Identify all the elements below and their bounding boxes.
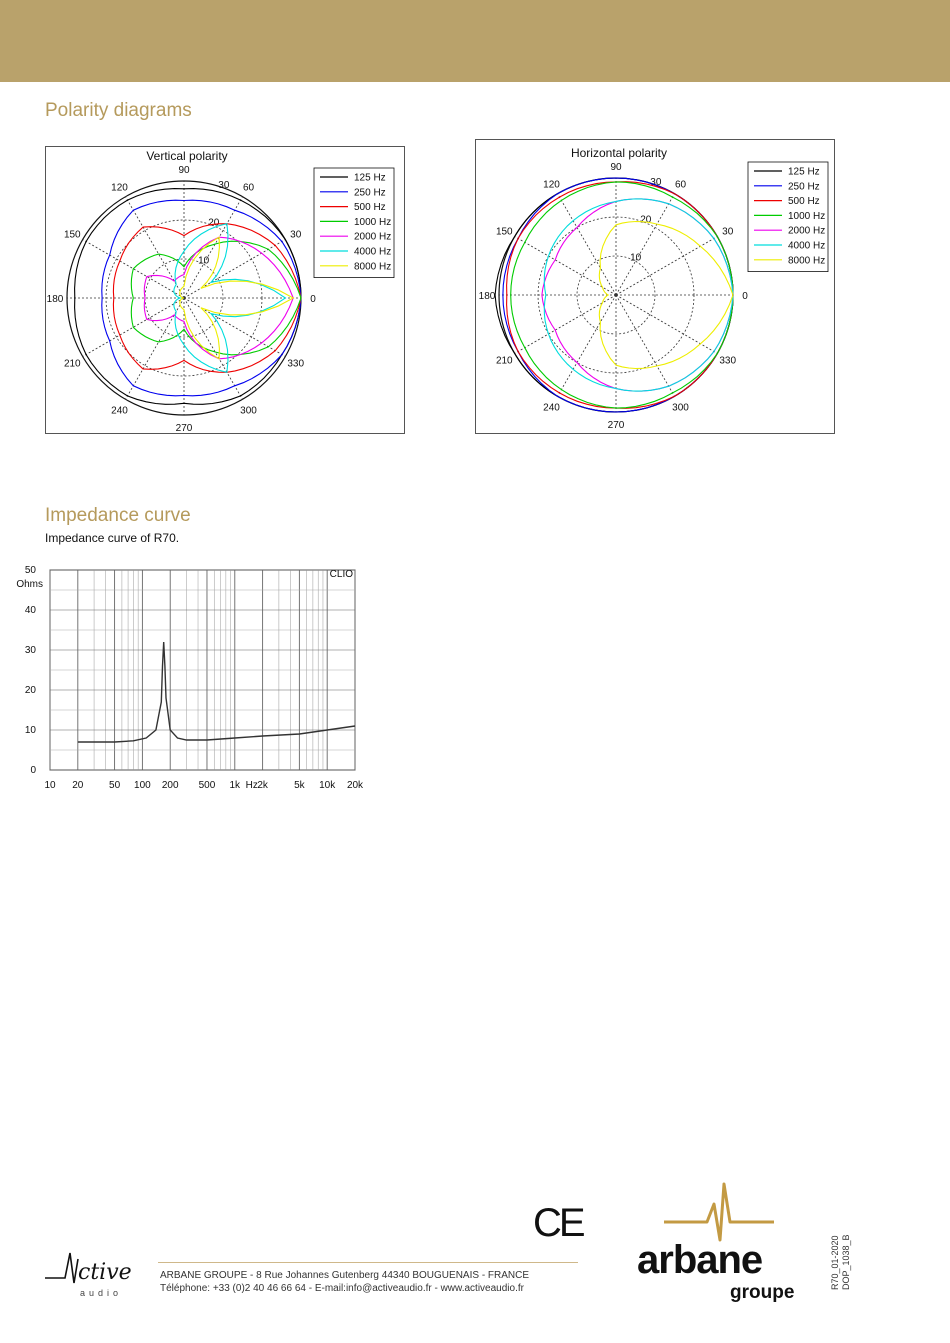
impedance-chart	[14, 560, 364, 800]
impedance-x-tick: 5k	[294, 780, 305, 791]
impedance-y-tick: 0	[30, 765, 36, 776]
impedance-x-unit: Hz	[245, 780, 258, 791]
polar-radial-label: 30	[218, 179, 230, 191]
impedance-y-tick: 20	[24, 685, 36, 696]
polar-radial-label: 30	[650, 176, 662, 188]
polar-series-125hz	[75, 189, 301, 405]
polar-spoke	[184, 298, 243, 399]
impedance-section-title: Impedance curve	[45, 505, 191, 526]
legend-label: 500 Hz	[788, 196, 820, 208]
polar-radial-label: 20	[640, 214, 652, 226]
polar-angle-label: 330	[719, 355, 737, 367]
impedance-x-tick: 20	[72, 780, 84, 791]
polar-angle-label: 30	[722, 226, 734, 238]
arbane-logo-sub: groupe	[730, 1282, 795, 1303]
polar-angle-label: 270	[607, 420, 625, 431]
polar-angle-label: 240	[111, 405, 128, 417]
polar-spoke	[558, 194, 617, 295]
polar-angle-label: 30	[290, 229, 302, 241]
polar-spoke	[616, 237, 717, 296]
polar-angle-label: 150	[63, 229, 81, 241]
active-logo-sub: audio	[80, 1288, 123, 1298]
polar-angle-label: 180	[46, 294, 64, 305]
legend-label: 1000 Hz	[354, 216, 392, 228]
polar-angle-label: 180	[478, 291, 496, 302]
polar-angle-label: 300	[240, 405, 257, 417]
legend-label: 1000 Hz	[788, 210, 826, 222]
impedance-brand: CLIO	[329, 569, 353, 580]
polar-angle-label: 120	[543, 179, 560, 191]
polar-angle-label: 90	[610, 162, 622, 173]
legend-label: 500 Hz	[354, 202, 386, 214]
impedance-x-tick: 10k	[319, 780, 336, 791]
impedance-y-tick: 30	[24, 645, 36, 656]
impedance-y-tick: 40	[24, 605, 36, 616]
polar-spoke	[126, 197, 185, 298]
horizontal-polar-frame	[475, 139, 835, 434]
impedance-x-tick: 200	[161, 780, 179, 791]
svg-text:ctive: ctive	[78, 1260, 132, 1285]
document-reference	[830, 1234, 852, 1290]
polar-spoke	[616, 295, 717, 354]
legend-label: 125 Hz	[788, 166, 820, 178]
polar-angle-label: 210	[495, 355, 513, 367]
polar-angle-label: 330	[287, 358, 305, 370]
polar-angle-label: 300	[672, 402, 689, 414]
impedance-x-tick: 500	[198, 780, 216, 791]
impedance-x-tick: 2k	[257, 780, 268, 791]
footer-address: ARBANE GROUPE - 8 Rue Johannes Gutenberg 44340 BOUGUENAIS - FRANCE	[160, 1270, 530, 1281]
legend-label: 8000 Hz	[788, 255, 826, 267]
polar-angle-label: 60	[242, 182, 255, 194]
polar-angle-label: 120	[111, 182, 128, 194]
polar-angle-label: 270	[175, 423, 193, 433]
vertical-polarity-chart	[46, 147, 404, 433]
polar-spoke	[126, 298, 185, 399]
polar-angle-label: 90	[178, 165, 190, 176]
vertical-polar-frame	[45, 146, 405, 434]
legend-label: 2000 Hz	[354, 231, 392, 243]
legend-label: 2000 Hz	[788, 225, 826, 237]
legend-label: 250 Hz	[354, 187, 386, 199]
doc-ref-date: R70_01-2020	[830, 1235, 840, 1290]
impedance-x-tick: 50	[109, 780, 121, 791]
impedance-y-tick: 10	[24, 725, 36, 736]
impedance-y-unit: Ohms	[16, 579, 43, 590]
ce-mark: CE	[533, 1201, 583, 1245]
legend-label: 125 Hz	[354, 172, 386, 184]
header-band	[0, 0, 950, 82]
polar-angle-label: 60	[674, 179, 687, 191]
polar-spoke	[184, 197, 243, 298]
footer-divider	[158, 1262, 578, 1263]
polarity-section-title: Polarity diagrams	[45, 100, 192, 121]
impedance-x-tick: 20k	[346, 780, 364, 791]
polar-angle-label: 210	[63, 358, 81, 370]
impedance-caption: Impedance curve of R70.	[45, 531, 180, 545]
legend-label: 4000 Hz	[354, 246, 392, 258]
doc-ref-code: DOP_1038_B	[841, 1234, 851, 1290]
polar-angle-label: 0	[742, 291, 748, 302]
footer-contact: Téléphone: +33 (0)2 40 46 66 64 - E-mail:info@activeaudio.fr - www.activeaudio.fr	[160, 1283, 524, 1294]
polar-spoke	[616, 295, 675, 396]
polar-angle-label: 240	[543, 402, 560, 414]
polar-angle-label: 150	[495, 226, 513, 238]
polar-title: Vertical polarity	[146, 149, 228, 163]
polar-spoke	[558, 295, 617, 396]
polar-spoke	[616, 194, 675, 295]
polar-radial-label: 10	[630, 252, 642, 264]
polar-title: Horizontal polarity	[570, 146, 668, 160]
active-logo-wave-icon	[45, 1245, 140, 1290]
polar-radial-label: 20	[208, 217, 220, 229]
legend-label: 8000 Hz	[354, 261, 392, 273]
polar-radial-label: 10	[198, 255, 210, 267]
arbane-wave-icon	[662, 1182, 777, 1242]
impedance-x-tick: 1k	[229, 780, 241, 791]
horizontal-polarity-chart	[476, 140, 834, 433]
impedance-x-tick: 100	[134, 780, 151, 791]
legend-label: 4000 Hz	[788, 240, 826, 252]
impedance-x-tick: 10	[44, 780, 56, 791]
polar-angle-label: 0	[310, 294, 316, 305]
legend-label: 250 Hz	[788, 181, 820, 193]
arbane-logo-word: arbane	[637, 1238, 763, 1282]
impedance-y-tick: 50	[24, 565, 36, 576]
